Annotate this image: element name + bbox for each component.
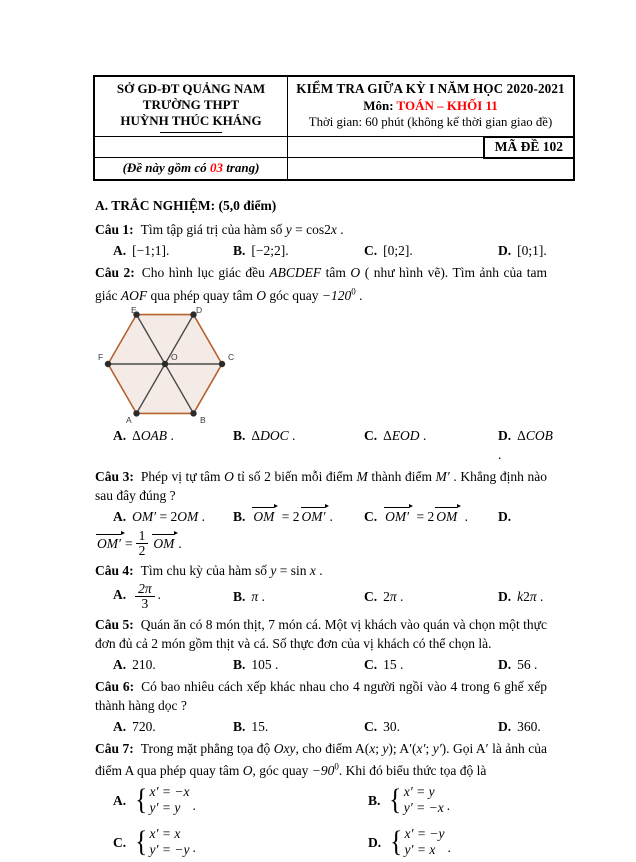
answer-c: C. 30. (364, 718, 400, 734)
brace-glyph: { (135, 783, 148, 817)
answer-d: D. 360. (498, 718, 541, 734)
vertex-f-dot (105, 360, 111, 366)
center-o-dot (162, 360, 168, 366)
answer-c: C. OM′ = 2 OM . (364, 508, 468, 524)
question-2-answers (95, 426, 553, 464)
subject-label: Môn: (363, 97, 397, 113)
question-label: Câu 4: (95, 562, 134, 578)
vertex-a-dot (133, 410, 139, 416)
exam-title: KIỂM TRA GIỮA KỲ I NĂM HỌC 2020-2021 (296, 81, 565, 96)
subject-value: TOÁN – KHỐI 11 (396, 97, 498, 113)
vertex-b-dot (190, 410, 196, 416)
question-6-answers (95, 717, 547, 736)
question-4-answers (95, 582, 547, 612)
answer-a: A. 720. (113, 718, 156, 734)
vertex-label-b: B (200, 414, 206, 425)
answer-a: A. $\frac{2\pi}{3}$ . (113, 581, 162, 612)
question-7 (95, 739, 547, 860)
code-cell (288, 137, 573, 157)
answer-b: B. 105 . (233, 656, 279, 672)
exam-subject (290, 98, 571, 115)
brace-glyph: { (135, 825, 148, 859)
question-6 (95, 677, 547, 736)
question-label: Câu 7: (95, 740, 134, 756)
question-2 (95, 263, 553, 464)
vertex-label-c: C (228, 351, 235, 362)
exam-body (95, 196, 553, 862)
answer-a: A. OM′ = 2OM . (113, 508, 205, 524)
answer-d: D. (498, 508, 512, 524)
question-label: Câu 5: (95, 616, 134, 632)
answer-b: B. ΔDOC . (233, 427, 296, 443)
fraction: $\frac{2\pi}{3}$ (135, 582, 155, 611)
header-table (93, 75, 575, 181)
question-label: Câu 2: (95, 265, 135, 280)
answer-b: B. OM = 2 OM′ . (233, 508, 333, 524)
question-1-text: Câu 1: Tìm tập giá trị của hàm số y = cos2x . (95, 222, 344, 237)
question-4-text: Câu 4: Tìm chu kỳ của hàm số y = sin x . (95, 562, 323, 578)
answer-c: C. [0;2]. (364, 243, 413, 258)
vertex-label-d: D (196, 304, 203, 315)
brace-glyph: { (389, 783, 402, 817)
question-label: Câu 6: (95, 678, 135, 694)
answer-d: D. { x′ = −y y′ = x . (368, 825, 451, 859)
pages-note: (Đề này gồm có 03 trang) (95, 158, 288, 179)
answer-b: B. 15. (233, 718, 269, 734)
school-line-3: HUỲNH THÚC KHÁNG (120, 113, 262, 128)
exam-time: Thời gian: 60 phút (không kể thời gian giao đề) (308, 115, 553, 129)
answer-d-continuation: OM′ = $\frac{1}{2}$ OM . (97, 527, 182, 558)
question-5-text: Câu 5: Quán ăn có 8 món thịt, 7 món cá. Một vị khách vào quán và chọn một thực đơn đủ cả 2 món gồm thịt và cá. Số thực đơn của vị khách có thể chọn là. (95, 616, 547, 651)
question-6-text: Câu 6: Có bao nhiêu cách xếp khác nhau cho 4 người ngồi vào 4 trong 6 ghế xếp thành hàng dọc ? (95, 678, 547, 713)
school-block (95, 77, 288, 136)
answer-d: D. ΔCOB . (498, 427, 553, 462)
header-row-main (95, 77, 573, 137)
pages-count: 03 (209, 160, 223, 175)
question-1-answers (95, 241, 547, 260)
answer-c: C. { x′ = x y′ = −y . (113, 825, 196, 859)
exam-block (288, 77, 573, 136)
header-row-code (95, 137, 573, 158)
answer-d: D. [0;1]. (498, 243, 547, 258)
answer-a: A. 210. (113, 656, 156, 672)
exam-code-badge: MÃ ĐỀ 102 (483, 136, 575, 159)
answer-d: D. k2π . (498, 589, 544, 605)
answer-b: B. { x′ = y y′ = −x . (368, 783, 451, 817)
answer-c: C. 15 . (364, 656, 404, 672)
question-3 (95, 467, 547, 558)
question-3-answers (95, 507, 547, 526)
answer-c: C. ΔEOD . (364, 427, 427, 443)
answer-c: C. 2π . (364, 589, 404, 605)
answer-d: D. 56 . (498, 656, 538, 672)
answer-b: B. [−2;2]. (233, 243, 289, 258)
question-label: Câu 3: (95, 468, 134, 484)
question-label: Câu 1: (95, 222, 134, 237)
vertex-label-f: F (98, 351, 104, 362)
empty-cell (288, 158, 573, 179)
empty-cell (95, 137, 288, 157)
school-underline (160, 132, 222, 133)
question-4 (95, 561, 547, 612)
section-heading: A. TRẮC NGHIỆM: (5,0 điểm) (95, 198, 277, 213)
question-3-text: Câu 3: Phép vị tự tâm O tỉ số 2 biến mỗi điểm M thành điểm M′ . Khẳng định nào sau đây đúng ? (95, 468, 548, 503)
question-5 (95, 615, 547, 674)
equation-system: { x′ = −x y′ = y . (135, 783, 196, 817)
equation-system: { x′ = x y′ = −y . (135, 825, 196, 859)
header-row-note (95, 158, 573, 179)
question-2-text: Câu 2: Cho hình lục giác đều ABCDEF tâm O ( như hình vẽ). Tìm ảnh của tam giác AOF qua phép quay tâm O góc quay $-120^0$ . (95, 265, 547, 303)
center-label-o: O (171, 351, 178, 362)
school-line-1: SỞ GD-ĐT QUẢNG NAM (116, 81, 266, 96)
hexagon-svg (98, 304, 248, 425)
answer-a: A. [−1;1]. (113, 243, 170, 258)
vertex-label-a: A (126, 414, 132, 425)
hexagon-figure (98, 304, 547, 425)
school-line-2: TRƯỜNG THPT (142, 97, 240, 112)
equation-system: { x′ = y y′ = −x . (389, 783, 451, 817)
brace-glyph: { (390, 825, 403, 859)
question-7-answers (95, 783, 547, 859)
answer-a: A. { x′ = −x y′ = y . (113, 783, 196, 817)
fraction: $\frac{1}{2}$ (136, 529, 149, 558)
vertex-label-e: E (131, 304, 137, 315)
equation-system: { x′ = −y y′ = x . (390, 825, 451, 859)
question-7-text: Câu 7: Trong mặt phẳng tọa độ Oxy, cho điểm A(x; y); A′(x′; y′). Gọi A′ là ảnh của điểm A qua phép quay tâm O, góc quay $-90^0$. Khi đó biểu thức tọa độ là (95, 740, 547, 779)
question-1 (95, 220, 547, 260)
answer-b: B. π . (233, 589, 265, 605)
answer-a: A. ΔOAB . (113, 427, 174, 443)
vertex-c-dot (219, 360, 225, 366)
question-5-answers (95, 655, 547, 674)
